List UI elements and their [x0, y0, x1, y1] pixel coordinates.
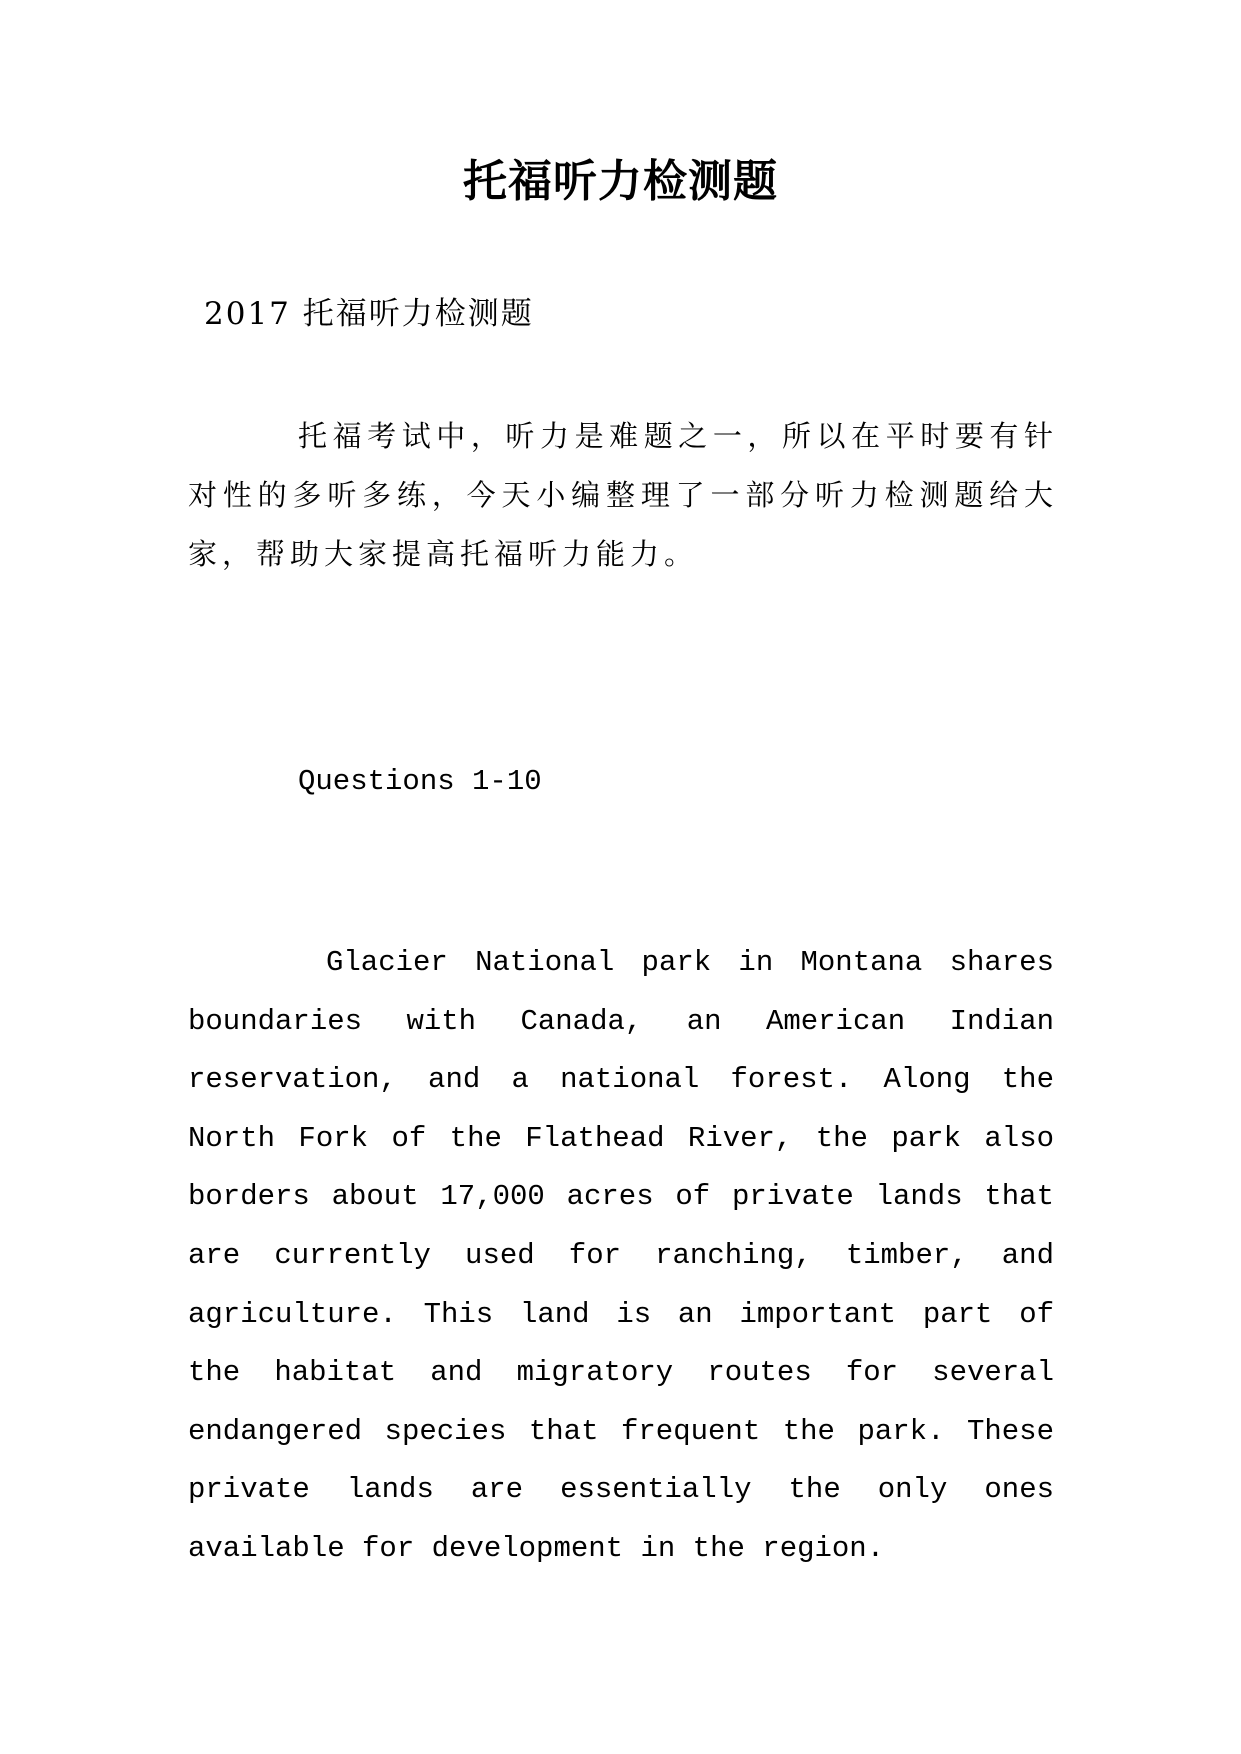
- questions-heading: Questions 1-10: [298, 765, 542, 798]
- intro-paragraph: 托福考试中，听力是难题之一，所以在平时要有针对性的多听多练，今天小编整理了一部分听力检测题给大家，帮助大家提高托福听力能力。: [188, 419, 1058, 571]
- reading-passage: Glacier National park in Montana shares boundaries with Canada, an American Indian reservation, and a national forest. Along the North Fork of the Flathead River, the park also borders about 17,000 acres of private lands that are currently used for ranching, timber, and agriculture. This land is an important part of the habitat and migratory routes for several endangered species that frequent the park. These private lands are essentially the only ones available for development in the region.: [188, 946, 1054, 1565]
- page-title: 托福听力检测题: [463, 156, 778, 207]
- document-subtitle: 2017 托福听力检测题: [204, 296, 534, 332]
